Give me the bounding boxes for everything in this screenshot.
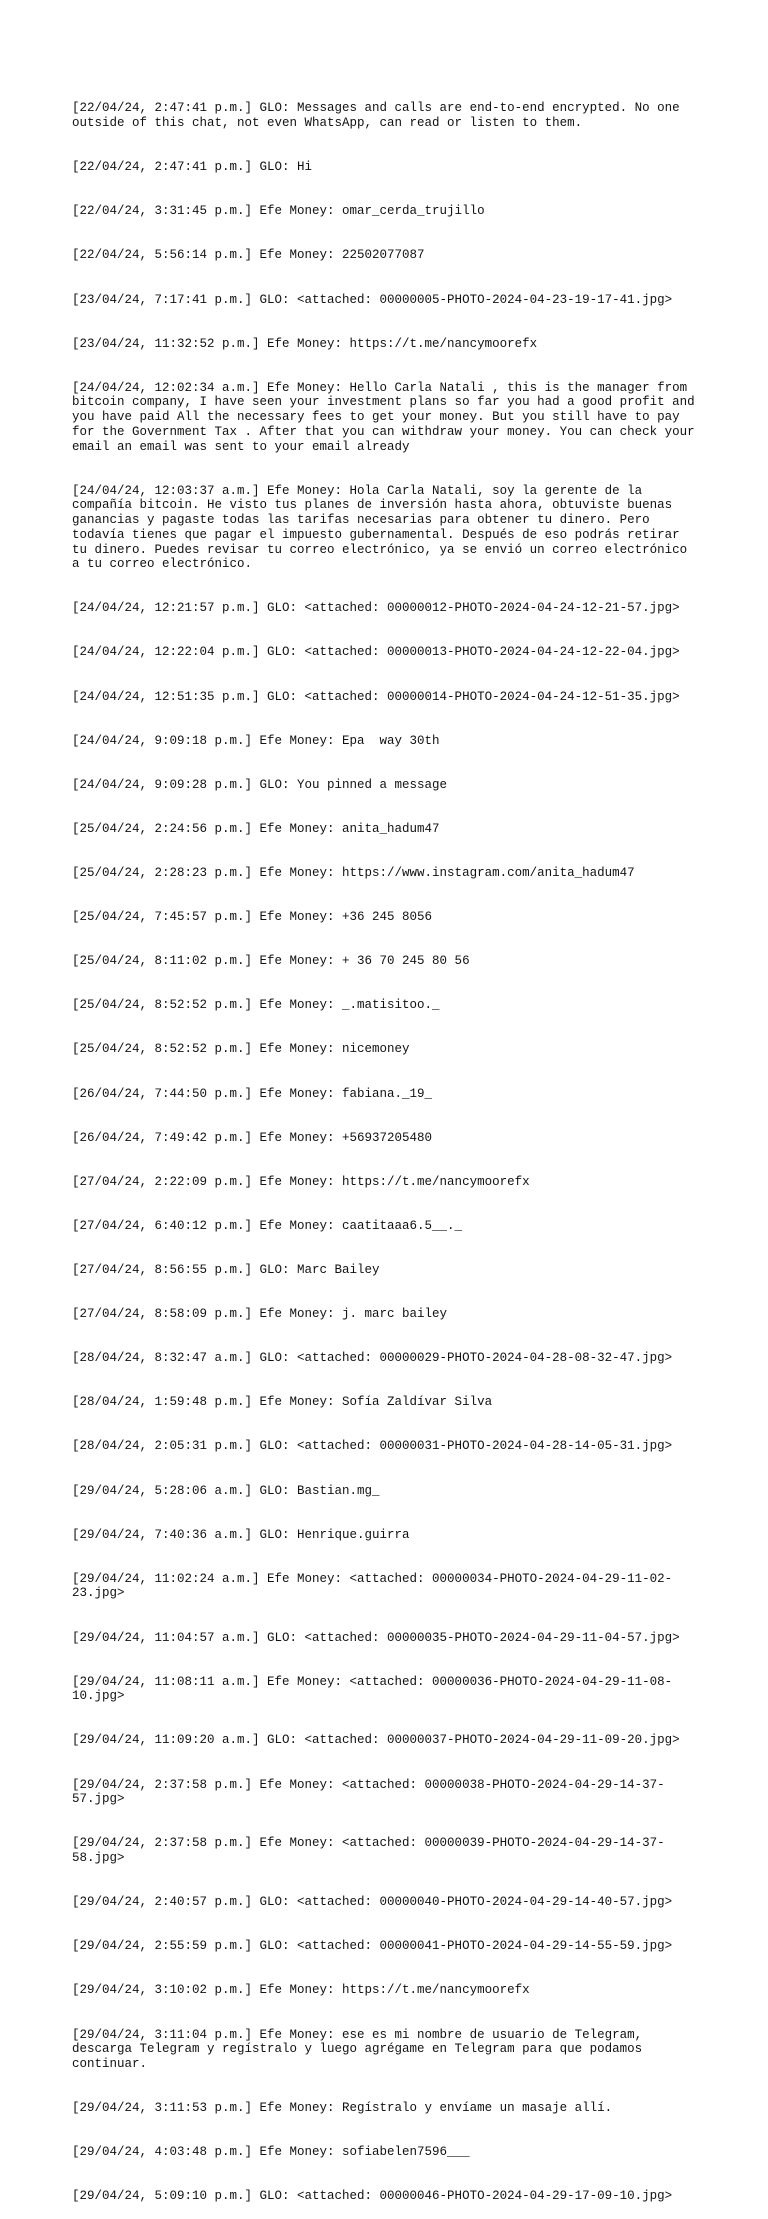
message-line: [22/04/24, 5:56:14 p.m.] Efe Money: 22502077087: [72, 248, 425, 263]
message-line: [23/04/24, 11:32:52 p.m.] Efe Money: https://t.me/nancymoorefx: [72, 336, 538, 351]
message-line: [29/04/24, 11:08:11 a.m.] Efe Money: <attached: 00000036-PHOTO-2024-04-29-11-08- 10.jpg>: [72, 1674, 673, 1704]
message-line: [29/04/24, 5:09:10 p.m.] GLO: <attached: 00000046-PHOTO-2024-04-29-17-09-10.jpg>: [72, 2189, 673, 2204]
message-line: [25/04/24, 2:28:23 p.m.] Efe Money: https://www.instagram.com/anita_hadum47: [72, 865, 635, 880]
message-line: [29/04/24, 11:09:20 a.m.] GLO: <attached: 00000037-PHOTO-2024-04-29-11-09-20.jpg>: [72, 1733, 680, 1748]
message-line: [29/04/24, 11:02:24 a.m.] Efe Money: <attached: 00000034-PHOTO-2024-04-29-11-02- 23.jpg>: [72, 1571, 673, 1601]
message-line: [29/04/24, 2:40:57 p.m.] GLO: <attached: 00000040-PHOTO-2024-04-29-14-40-57.jpg>: [72, 1895, 673, 1910]
message-line: [25/04/24, 7:45:57 p.m.] Efe Money: +36 245 8056: [72, 910, 433, 925]
message-line: [28/04/24, 1:59:48 p.m.] Efe Money: Sofía Zaldívar Silva: [72, 1395, 493, 1410]
message-line: [29/04/24, 3:11:04 p.m.] Efe Money: ese es mi nombre de usuario de Telegram, descarga Telegram y regístralo y luego agrégame en Telegram para que podamos continuar.: [72, 2027, 643, 2071]
message-line: [29/04/24, 7:40:36 a.m.] GLO: Henrique.guirra: [72, 1527, 410, 1542]
message-line: [27/04/24, 8:56:55 p.m.] GLO: Marc Bailey: [72, 1262, 380, 1277]
message-line: [24/04/24, 12:51:35 p.m.] GLO: <attached: 00000014-PHOTO-2024-04-24-12-51-35.jpg>: [72, 689, 680, 704]
message-line: [24/04/24, 12:03:37 a.m.] Efe Money: Hola Carla Natali, soy la gerente de la compañía bitcoin. He visto tus planes de inversión hasta ahora, obtuviste buenas ganancias y pagaste todas las tarifas necesarias para obtener tu dinero. Pero todavía tienes que pagar el impuesto gubernamental. Después de eso podrás retirar tu dinero. Puedes revisar tu correo electrónico, ya se envió un correo electrónico a tu correo electrónico.: [72, 483, 688, 572]
message-line: [25/04/24, 2:24:56 p.m.] Efe Money: anita_hadum47: [72, 821, 440, 836]
message-line: [22/04/24, 3:31:45 p.m.] Efe Money: omar_cerda_trujillo: [72, 204, 485, 219]
message-line: [27/04/24, 2:22:09 p.m.] Efe Money: https://t.me/nancymoorefx: [72, 1174, 530, 1189]
message-line: [27/04/24, 8:58:09 p.m.] Efe Money: j. marc bailey: [72, 1307, 448, 1322]
message-line: [24/04/24, 9:09:18 p.m.] Efe Money: Epa way 30th: [72, 733, 440, 748]
message-line: [24/04/24, 12:02:34 a.m.] Efe Money: Hello Carla Natali , this is the manager from bitcoin company, I have seen your investment plans so far you had a good profit and you have paid All the necessary fees to get your money. But you still have to pay for the Government Tax . After that you can withdraw your money. You can check your email an email was sent to your email already: [72, 380, 695, 454]
message-line: [24/04/24, 12:21:57 p.m.] GLO: <attached: 00000012-PHOTO-2024-04-24-12-21-57.jpg>: [72, 601, 680, 616]
message-line: [26/04/24, 7:49:42 p.m.] Efe Money: +56937205480: [72, 1130, 433, 1145]
message-line: [22/04/24, 2:47:41 p.m.] GLO: Hi: [72, 160, 313, 175]
message-line: [29/04/24, 3:11:53 p.m.] Efe Money: Regístralo y envíame un masaje allí.: [72, 2101, 613, 2116]
message-line: [25/04/24, 8:11:02 p.m.] Efe Money: + 36 70 245 80 56: [72, 954, 470, 969]
message-line: [28/04/24, 2:05:31 p.m.] GLO: <attached: 00000031-PHOTO-2024-04-28-14-05-31.jpg>: [72, 1439, 673, 1454]
message-line: [29/04/24, 2:37:58 p.m.] Efe Money: <attached: 00000038-PHOTO-2024-04-29-14-37- 57.jpg>: [72, 1777, 665, 1807]
message-line: [29/04/24, 11:04:57 a.m.] GLO: <attached: 00000035-PHOTO-2024-04-29-11-04-57.jpg>: [72, 1630, 680, 1645]
message-line: [23/04/24, 7:17:41 p.m.] GLO: <attached: 00000005-PHOTO-2024-04-23-19-17-41.jpg>: [72, 292, 673, 307]
chat-transcript: [72, 72, 702, 2219]
message-line: [24/04/24, 9:09:28 p.m.] GLO: You pinned a message: [72, 777, 448, 792]
message-line: [27/04/24, 6:40:12 p.m.] Efe Money: caatitaaa6.5__._: [72, 1218, 463, 1233]
message-line: [29/04/24, 5:28:06 a.m.] GLO: Bastian.mg_: [72, 1483, 380, 1498]
message-line: [26/04/24, 7:44:50 p.m.] Efe Money: fabiana._19_: [72, 1086, 433, 1101]
message-line: [22/04/24, 2:47:41 p.m.] GLO: Messages and calls are end-to-end encrypted. No one outside of this chat, not even WhatsApp, can read or listen to them.: [72, 101, 680, 131]
message-line: [28/04/24, 8:32:47 a.m.] GLO: <attached: 00000029-PHOTO-2024-04-28-08-32-47.jpg>: [72, 1351, 673, 1366]
message-line: [29/04/24, 3:10:02 p.m.] Efe Money: https://t.me/nancymoorefx: [72, 1983, 530, 1998]
message-line: [24/04/24, 12:22:04 p.m.] GLO: <attached: 00000013-PHOTO-2024-04-24-12-22-04.jpg>: [72, 645, 680, 660]
message-line: [25/04/24, 8:52:52 p.m.] Efe Money: nicemoney: [72, 1042, 410, 1057]
message-line: [29/04/24, 2:55:59 p.m.] GLO: <attached: 00000041-PHOTO-2024-04-29-14-55-59.jpg>: [72, 1939, 673, 1954]
message-line: [25/04/24, 8:52:52 p.m.] Efe Money: _.matisitoo._: [72, 998, 440, 1013]
message-line: [29/04/24, 4:03:48 p.m.] Efe Money: sofiabelen7596___: [72, 2145, 470, 2160]
message-line: [29/04/24, 2:37:58 p.m.] Efe Money: <attached: 00000039-PHOTO-2024-04-29-14-37- 58.jpg>: [72, 1836, 665, 1866]
